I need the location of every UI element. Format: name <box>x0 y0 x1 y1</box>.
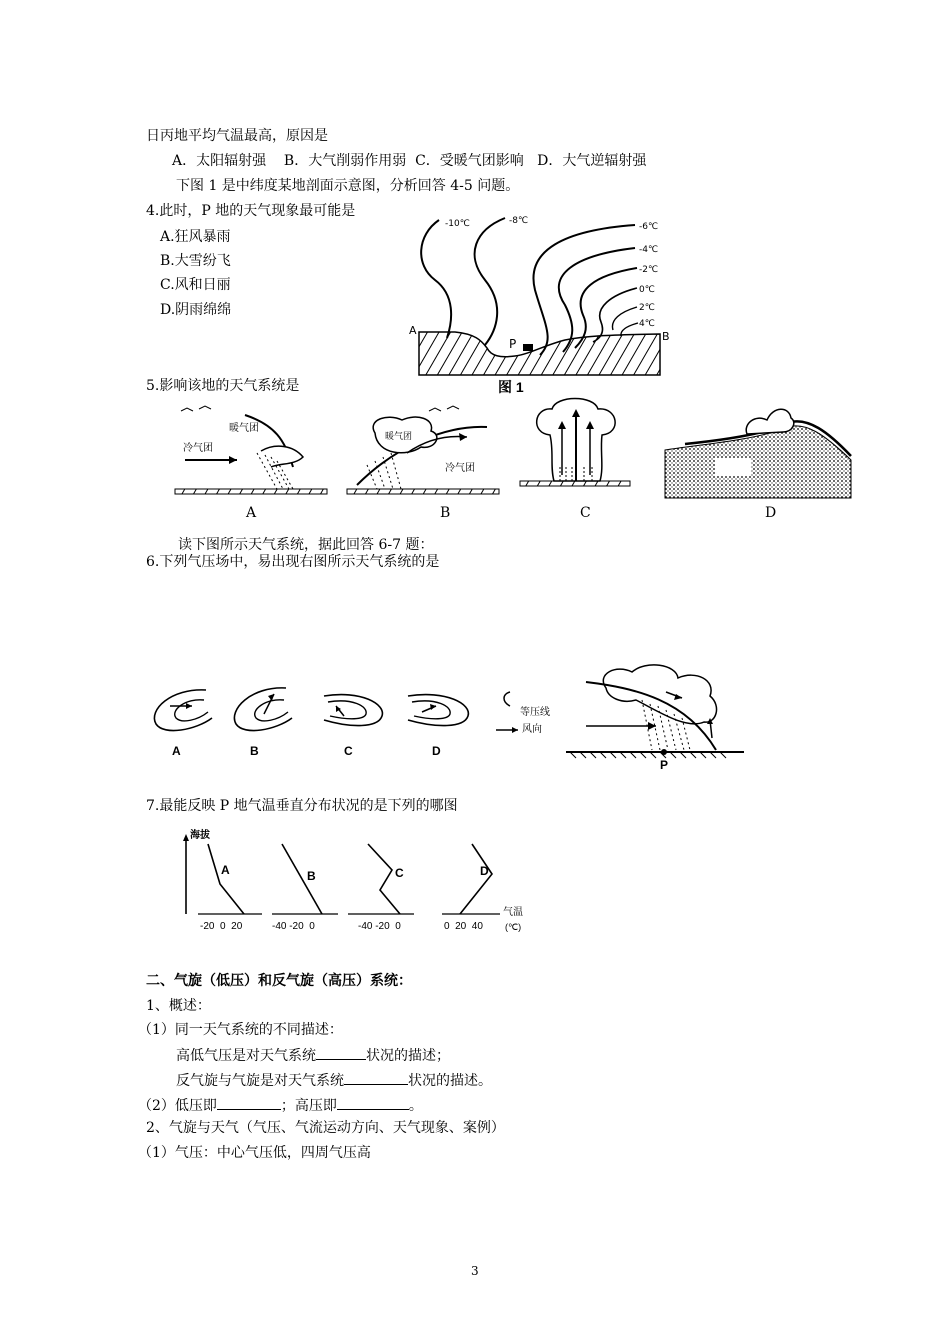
graph-a-ticks: -20 0 20 <box>200 921 243 932</box>
q5-option-d: D <box>765 505 777 521</box>
intro-6-7: 读下图所示天气系统，据此回答 6-7 题： <box>178 537 434 553</box>
isotherm-label: -4℃ <box>639 245 659 255</box>
point-b-label: B <box>662 330 670 343</box>
legend-wind-label: 风向 <box>522 724 542 735</box>
isotherm-label: 0℃ <box>639 285 655 295</box>
fill-line-a-post: 状况的描述； <box>366 1048 450 1064</box>
q6-option-b: B <box>250 744 259 758</box>
fill-line-c <box>138 1095 423 1115</box>
fill-line-a-pre: 高低气压是对天气系统 <box>176 1048 316 1064</box>
section-2-heading: 二、气旋（低压）和反气旋（高压）系统： <box>146 973 412 989</box>
fill-line-c-mid: ；高压即 <box>280 1098 337 1114</box>
cold-airmass-label: 冷气团 <box>183 443 213 454</box>
q6-point-p-label: P <box>660 758 669 772</box>
fill-line-b-post: 状况的描述。 <box>408 1073 492 1089</box>
q3-stem-end: 日丙地平均气温最高，原因是 <box>146 128 328 144</box>
q4-stem: 4.此时，P 地的天气现象最可能是 <box>146 203 356 219</box>
profile-line-a <box>208 844 244 914</box>
q4-option-a: A.狂风暴雨 <box>160 229 231 245</box>
q5-option-c: C <box>580 505 591 521</box>
front-diagram-b <box>347 405 499 495</box>
front-diagram-a <box>175 405 327 495</box>
isotherm-label: 4℃ <box>639 319 655 329</box>
page-number: 3 <box>471 1264 479 1278</box>
isobar-b <box>234 688 292 731</box>
isotherm-label: -2℃ <box>639 265 659 275</box>
x-axis-unit: (℃) <box>505 922 522 932</box>
fill-line-c-pre: （2）低压即 <box>138 1098 217 1114</box>
q5-stem: 5.影响该地的天气系统是 <box>146 378 300 394</box>
answer-blank[interactable] <box>337 1095 409 1110</box>
graph-b-ticks: -40 -20 0 <box>272 921 315 932</box>
point-p-label: P <box>509 337 517 351</box>
section-2-item-2: 2、气旋与天气（气压、气流运动方向、天气现象、案例） <box>146 1120 505 1136</box>
answer-blank[interactable] <box>316 1045 366 1060</box>
profile-line-b <box>282 844 322 914</box>
q6-option-a: A <box>172 744 181 758</box>
y-axis-label: 海拔 <box>190 830 210 841</box>
isobar-d <box>408 695 468 726</box>
isotherm-label: -8℃ <box>509 216 529 226</box>
warm-airmass-label: 暖气团 <box>385 432 413 442</box>
section-2-item-1: 1、概述： <box>146 998 211 1014</box>
q6-option-d: D <box>432 744 441 758</box>
x-axis-label: 气温 <box>503 907 523 918</box>
isotherm-label: -10℃ <box>445 219 470 229</box>
q3-options: A．太阳辐射强 B．大气削弱作用弱 C．受暖气团影响 D．大气逆辐射强 <box>172 153 647 169</box>
isobar-legend-icon <box>504 692 510 706</box>
graph-c-ticks: -40 -20 0 <box>358 921 401 932</box>
fill-line-b-pre: 反气旋与气旋是对天气系统 <box>176 1073 344 1089</box>
answer-blank[interactable] <box>217 1095 281 1110</box>
ground-profile <box>419 332 660 375</box>
isobar-a <box>154 690 212 731</box>
fill-line-a <box>176 1045 450 1065</box>
isotherm-line <box>421 220 451 338</box>
q4-option-d: D.阴雨绵绵 <box>160 302 232 318</box>
graph-b-label: B <box>307 869 316 883</box>
q4-option-c: C.风和日丽 <box>160 277 231 293</box>
section-2-item-1-1: （1）同一天气系统的不同描述： <box>138 1022 343 1038</box>
graph-d-label: D <box>480 864 489 878</box>
graph-d-ticks: 0 20 40 <box>444 921 483 932</box>
q5-option-b: B <box>440 505 451 521</box>
legend-isobar-label: 等压线 <box>520 707 550 718</box>
isotherm-label: 2℃ <box>639 303 655 313</box>
warm-airmass-label: 暖气团 <box>229 423 259 434</box>
town-icon <box>523 344 533 351</box>
q5-option-a: A <box>246 505 257 521</box>
graph-c-label: C <box>395 866 404 880</box>
isotherm-line <box>593 288 637 342</box>
figure-1-caption: 图 1 <box>498 379 524 395</box>
figure-1-cross-section <box>405 210 680 378</box>
isotherm-line <box>475 218 505 345</box>
convective-diagram-c <box>520 395 630 495</box>
fill-line-c-post: 。 <box>408 1098 423 1114</box>
front-diagram-d <box>665 400 853 498</box>
fill-line-b <box>176 1070 492 1090</box>
q4-option-b: B.大雪纷飞 <box>160 253 231 269</box>
intro-4-5: 下图 1 是中纬度某地剖面示意图，分析回答 4-5 问题。 <box>176 178 520 194</box>
section-2-item-2-1: （1）气压：中心气压低，四周气压高 <box>138 1145 371 1161</box>
isotherm-label: -6℃ <box>639 222 659 232</box>
cold-airmass-label: 冷气团 <box>445 463 475 474</box>
cold-front-diagram <box>566 660 744 760</box>
answer-blank[interactable] <box>344 1070 408 1085</box>
point-a-label: A <box>409 324 417 337</box>
graph-a-label: A <box>221 863 230 877</box>
isobar-c <box>324 695 382 726</box>
q6-option-c: C <box>344 744 353 758</box>
q7-stem: 7.最能反映 P 地气温垂直分布状况的是下列的哪图 <box>146 798 458 814</box>
isotherm-line <box>612 307 637 330</box>
q6-stem: 6.下列气压场中，易出现右图所示天气系统的是 <box>146 554 440 570</box>
